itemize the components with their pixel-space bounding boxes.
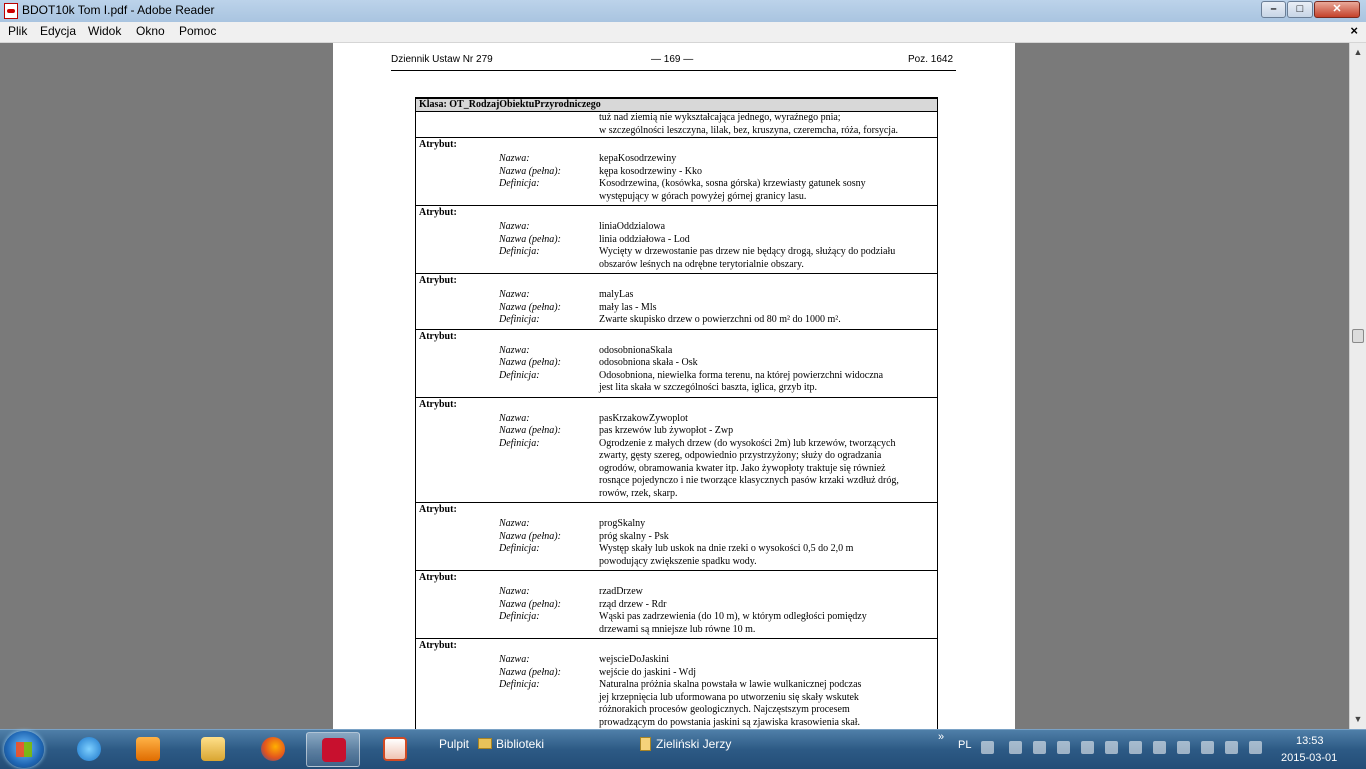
tray-app-icon[interactable] xyxy=(1153,741,1166,754)
menu-bar xyxy=(0,22,1366,43)
taskbar-firefox[interactable] xyxy=(246,732,300,767)
attribute-definition-value: rosnące pojedynczo i nie tworzące klasycznych pasów krzaki wzdłuż dróg, xyxy=(599,475,899,486)
attribute-definition-row xyxy=(416,475,937,488)
attribute-definition-value: jej krzepnięcia lub uformowana po utworzeniu się skały wskutek xyxy=(599,691,859,703)
menu-edycja[interactable]: Edycja xyxy=(40,24,77,38)
attribute-name-value: rzadDrzew xyxy=(599,586,643,597)
language-indicator[interactable]: PL xyxy=(958,739,972,751)
menu-okno[interactable]: Okno xyxy=(136,24,165,38)
attribute-label: Atrybut: xyxy=(419,640,457,651)
attribute-definition-row xyxy=(416,556,937,569)
tray-app-icon[interactable] xyxy=(1009,741,1022,754)
user-folder-link[interactable]: Zieliński Jerzy xyxy=(656,737,732,751)
clock-time[interactable]: 13:53 xyxy=(1296,735,1324,747)
attribute-name-row xyxy=(416,413,937,426)
adobe-reader-icon xyxy=(322,738,346,762)
continuation-line: tuż nad ziemią nie wykształcająca jednego, wyraźnego pnia; xyxy=(599,112,841,123)
scroll-down-arrow-icon[interactable]: ▼ xyxy=(1353,714,1363,724)
continuation-line: w szczególności leszczyna, lilak, bez, kruszyna, czeremcha, róża, forsycja. xyxy=(599,124,899,136)
attribute-definition-value: Odosobniona, niewielka forma terenu, na której powierzchni widoczna xyxy=(599,369,884,381)
attribute-full-name-row xyxy=(416,166,937,179)
attribute-definition-key: Definicja: xyxy=(499,246,540,257)
attribute-full-name-row xyxy=(416,357,937,370)
attribute-definition-row xyxy=(416,692,937,705)
attribute-name-row xyxy=(416,586,937,599)
attribute-definition-key xyxy=(416,488,599,501)
attribute-definition-key xyxy=(416,556,599,569)
attribute-definition-key xyxy=(416,191,599,204)
attribute-definition-value: Ogrodzenie z małych drzew (do wysokości 2m) lub krzewów, tworzących xyxy=(599,437,896,449)
attribute-label: Atrybut: xyxy=(419,275,457,286)
attribute-definition-row xyxy=(416,450,937,463)
attribute-full-name-value: odosobniona skała - Osk xyxy=(599,357,698,368)
attribute-definition-value: rowów, rzek, skarp. xyxy=(599,487,678,499)
attribute-full-name-row xyxy=(416,234,937,247)
attribute-definition-row xyxy=(416,463,937,476)
attribute-label: Atrybut: xyxy=(419,330,457,342)
attribute-label: Atrybut: xyxy=(419,572,457,583)
attribute-definition-key xyxy=(416,475,599,488)
attribute-definition-key: Definicja: xyxy=(499,314,540,325)
taskbar-internet-explorer[interactable] xyxy=(62,732,116,767)
attribute-definition-row xyxy=(416,382,937,395)
network-signal-icon[interactable] xyxy=(1225,741,1238,754)
start-button[interactable] xyxy=(4,731,44,768)
attribute-label: Atrybut: xyxy=(419,207,457,218)
attribute-full-name-value: mały las - Mls xyxy=(599,301,657,313)
toolbar-overflow-icon[interactable]: » xyxy=(938,731,945,743)
presentation-icon xyxy=(383,737,407,761)
attribute-definition-key xyxy=(416,704,599,717)
flag-icon[interactable] xyxy=(1177,741,1190,754)
taskbar-media-player[interactable] xyxy=(121,732,175,767)
attribute-definition-value: różnorakich procesów geologicznych. Najczęstszym procesem xyxy=(599,704,850,715)
tray-app-icon[interactable] xyxy=(1081,741,1094,754)
attribute-full-name-key: Nazwa (pełna): xyxy=(499,301,561,313)
attribute-block xyxy=(416,397,937,503)
attribute-name-row xyxy=(416,518,937,531)
attribute-definition-value: Wąski pas zadrzewienia (do 10 m), w którym odległości pomiędzy xyxy=(599,611,867,622)
attribute-name-row xyxy=(416,153,937,166)
attribute-definition-key xyxy=(416,692,599,705)
attribute-block xyxy=(416,329,937,397)
folder-icon xyxy=(201,737,225,761)
header-rule xyxy=(391,70,956,71)
attribute-full-name-row xyxy=(416,302,937,315)
attribute-definition-key: Definicja: xyxy=(499,369,540,381)
attribute-block xyxy=(416,137,937,205)
attribute-name-row xyxy=(416,345,937,358)
attribute-definition-row xyxy=(416,717,937,730)
attribute-full-name-row xyxy=(416,599,937,612)
attribute-definition-key: Definicja: xyxy=(499,543,540,554)
attribute-label: Atrybut: xyxy=(419,139,457,150)
libraries-icon xyxy=(478,738,492,749)
attribute-block xyxy=(416,273,937,329)
taskbar xyxy=(0,729,1366,769)
attribute-full-name-row xyxy=(416,425,937,438)
close-button[interactable] xyxy=(1314,1,1360,18)
attribute-name-key: Nazwa: xyxy=(499,654,530,665)
attribute-definition-row xyxy=(416,314,937,327)
maximize-icon: □ xyxy=(1296,3,1304,15)
vertical-scrollbar[interactable] xyxy=(1349,43,1366,729)
maximize-button[interactable] xyxy=(1287,1,1313,18)
page-header-journal: Dziennik Ustaw Nr 279 xyxy=(391,54,493,65)
attribute-definition-row xyxy=(416,543,937,556)
attribute-label: Atrybut: xyxy=(419,504,457,515)
attribute-definition-value: Występ skały lub uskok na dnie rzeki o wysokości 0,5 do 2,0 m xyxy=(599,543,854,554)
attribute-definition-key xyxy=(416,717,599,730)
media-player-icon xyxy=(136,737,160,761)
close-document-button[interactable]: × xyxy=(1350,23,1358,38)
attribute-definition-value: Naturalna próżnia skalna powstała w lawie wulkanicznej podczas xyxy=(599,679,862,690)
attribute-definition-value: występujący w górach powyżej górnej granicy lasu. xyxy=(599,190,807,202)
page-header-number: — 169 — xyxy=(651,54,694,65)
tray-app-icon[interactable] xyxy=(1033,741,1046,754)
attribute-name-key: Nazwa: xyxy=(499,153,530,164)
attribute-definition-key: Definicja: xyxy=(499,437,540,449)
attribute-name-row xyxy=(416,289,937,302)
attribute-full-name-value: próg skalny - Psk xyxy=(599,530,669,542)
firefox-icon xyxy=(261,737,285,761)
internet-explorer-icon xyxy=(77,737,101,761)
attribute-name-value: liniaOddzialowa xyxy=(599,221,666,232)
attribute-list xyxy=(416,137,937,731)
menu-plik[interactable]: Plik xyxy=(8,24,28,38)
attribute-name-value: kepaKosodrzewiny xyxy=(599,153,677,164)
attribute-full-name-key: Nazwa (pełna): xyxy=(499,598,561,610)
attribute-definition-key: Definicja: xyxy=(499,611,540,622)
attribute-definition-value: obszarów leśnych na odrębne terytorialnie obszary. xyxy=(599,258,804,270)
taskbar-impress[interactable] xyxy=(368,732,422,767)
user-folder-icon xyxy=(640,737,651,751)
close-icon: ✕ xyxy=(1332,3,1342,15)
attribute-name-value: odosobnionaSkala xyxy=(599,344,673,356)
tray-app-icon[interactable] xyxy=(1201,741,1214,754)
attribute-full-name-key: Nazwa (pełna): xyxy=(499,666,561,678)
attribute-definition-row xyxy=(416,259,937,272)
clock-date[interactable]: 2015-03-01 xyxy=(1281,752,1338,764)
attribute-table xyxy=(415,97,938,748)
attribute-definition-row xyxy=(416,246,937,259)
attribute-name-value: malyLas xyxy=(599,289,634,300)
attribute-name-key: Nazwa: xyxy=(499,518,530,529)
attribute-definition-key: Definicja: xyxy=(499,178,540,189)
attribute-block xyxy=(416,502,937,570)
attribute-full-name-value: rząd drzew - Rdr xyxy=(599,598,667,610)
attribute-full-name-value: pas krzewów lub żywopłot - Zwp xyxy=(599,425,734,436)
attribute-definition-row xyxy=(416,611,937,624)
attribute-full-name-row xyxy=(416,667,937,680)
attribute-definition-key xyxy=(416,450,599,463)
attribute-definition-key xyxy=(416,382,599,395)
attribute-name-row xyxy=(416,654,937,667)
attribute-definition-key xyxy=(416,259,599,272)
attribute-definition-value: powodujący zwiększenie spadku wody. xyxy=(599,555,757,567)
attribute-full-name-value: wejście do jaskini - Wdj xyxy=(599,666,697,678)
pdf-page xyxy=(333,43,1015,743)
attribute-block xyxy=(416,638,937,731)
tray-app-icon[interactable] xyxy=(1105,741,1118,754)
attribute-block xyxy=(416,205,937,273)
attribute-definition-key: Definicja: xyxy=(499,679,540,690)
minimize-icon: – xyxy=(1270,3,1277,15)
attribute-definition-row xyxy=(416,679,937,692)
attribute-full-name-row xyxy=(416,531,937,544)
libraries-link[interactable]: Biblioteki xyxy=(496,737,545,751)
attribute-full-name-value: linia oddziałowa - Lod xyxy=(599,233,690,245)
minimize-button[interactable] xyxy=(1261,1,1286,18)
attribute-definition-value: drzewami są mniejsze lub równe 10 m. xyxy=(599,623,756,635)
taskbar-adobe-reader[interactable] xyxy=(306,732,360,767)
attribute-definition-row xyxy=(416,704,937,717)
attribute-name-key: Nazwa: xyxy=(499,586,530,597)
attribute-full-name-value: kępa kosodrzewiny - Kko xyxy=(599,165,703,177)
attribute-name-value: pasKrzakowZywoplot xyxy=(599,412,688,424)
attribute-definition-row xyxy=(416,370,937,383)
attribute-definition-value: ogrodów, obramowania kwater itp. Jako żywopłoty traktuje się również xyxy=(599,462,886,474)
attribute-definition-row xyxy=(416,191,937,204)
attribute-definition-row xyxy=(416,178,937,191)
attribute-definition-value: zwarty, gęsty szereg, odpowiednio przystrzyżony; służy do ogradzania xyxy=(599,450,882,461)
menu-widok[interactable]: Widok xyxy=(88,24,122,38)
attribute-definition-row xyxy=(416,624,937,637)
menu-pomoc[interactable]: Pomoc xyxy=(179,24,217,38)
page-header-position: Poz. 1642 xyxy=(908,54,954,65)
keyboard-icon[interactable] xyxy=(981,741,994,754)
attribute-definition-value: Wycięty w drzewostanie pas drzew nie będący drogą, służący do podziału xyxy=(599,246,896,257)
title-bar[interactable] xyxy=(0,0,1366,23)
attribute-block xyxy=(416,570,937,638)
attribute-name-value: progSkalny xyxy=(599,518,646,529)
window-title: BDOT10k Tom I.pdf - Adobe Reader xyxy=(22,3,215,17)
adobe-reader-icon xyxy=(4,3,18,19)
scrollbar-thumb[interactable] xyxy=(1352,329,1364,343)
wifi-tray-icon[interactable] xyxy=(1057,741,1070,754)
scroll-up-arrow-icon[interactable]: ▲ xyxy=(1353,47,1363,57)
desktop-toolbar-label[interactable]: Pulpit xyxy=(439,737,470,751)
attribute-name-key: Nazwa: xyxy=(499,221,530,232)
attribute-full-name-key: Nazwa (pełna): xyxy=(499,530,561,542)
attribute-definition-value: Zwarte skupisko drzew o powierzchni od 80 m² do 1000 m². xyxy=(599,314,841,325)
attribute-name-row xyxy=(416,221,937,234)
attribute-name-value: wejscieDoJaskini xyxy=(599,654,669,665)
attribute-full-name-key: Nazwa (pełna): xyxy=(499,233,561,245)
attribute-full-name-key: Nazwa (pełna): xyxy=(499,357,561,368)
class-header: Klasa: OT_RodzajObiektuPrzyrodniczego xyxy=(416,97,937,112)
attribute-definition-key xyxy=(416,624,599,637)
attribute-definition-value: Kosodrzewina, (kosówka, sosna górska) krzewiasty gatunek sosny xyxy=(599,178,866,189)
attribute-name-key: Nazwa: xyxy=(499,412,530,424)
attribute-full-name-key: Nazwa (pełna): xyxy=(499,165,561,177)
attribute-full-name-key: Nazwa (pełna): xyxy=(499,425,561,436)
attribute-definition-row xyxy=(416,438,937,451)
document-viewport[interactable] xyxy=(0,43,1349,729)
taskbar-explorer[interactable] xyxy=(186,732,240,767)
volume-icon[interactable] xyxy=(1249,741,1262,754)
attribute-definition-key xyxy=(416,463,599,476)
tray-app-icon[interactable] xyxy=(1129,741,1142,754)
attribute-definition-value: jest lita skała w szczególności baszta, iglica, grzyb itp. xyxy=(599,382,817,393)
attribute-definition-value: prowadzącym do powstania jaskini są zjawiska krasowienia skał. xyxy=(599,716,861,728)
attribute-name-key: Nazwa: xyxy=(499,344,530,356)
attribute-name-key: Nazwa: xyxy=(499,289,530,300)
attribute-definition-row xyxy=(416,488,937,501)
attribute-label: Atrybut: xyxy=(419,398,457,410)
